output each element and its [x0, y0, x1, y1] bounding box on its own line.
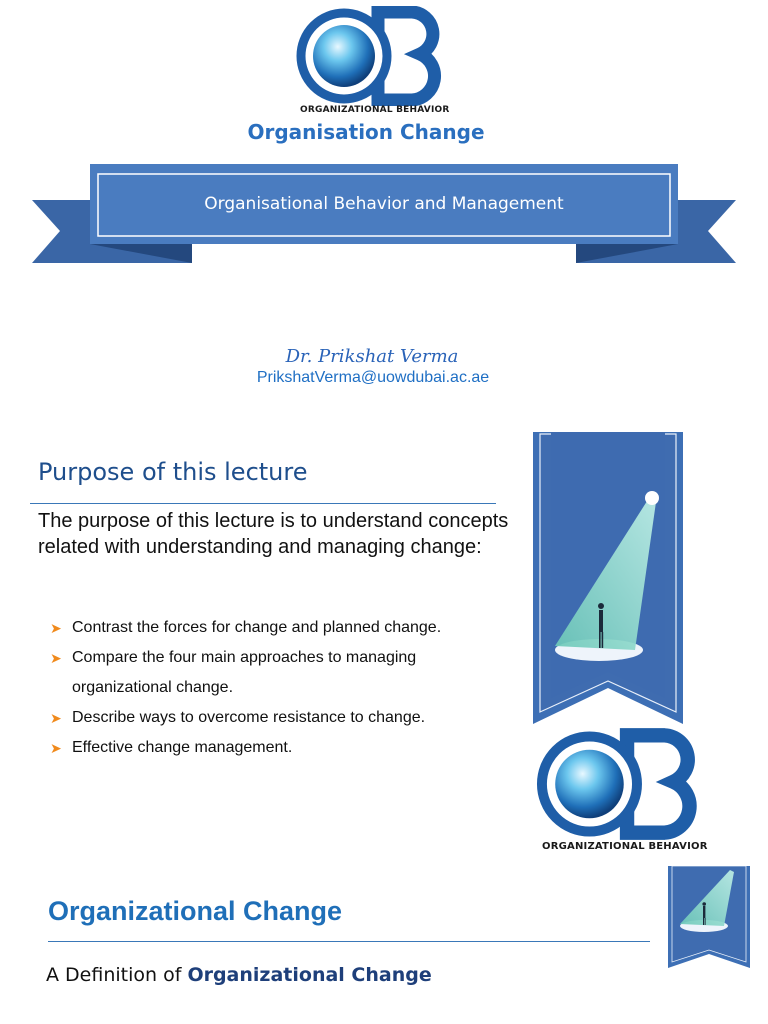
ribbon-graphic — [32, 164, 736, 266]
list-item — [38, 703, 508, 733]
purpose-heading: Purpose of this lecture — [38, 458, 308, 486]
author-name: Dr. Prikshat Verma — [285, 346, 459, 367]
ob-logo — [292, 6, 450, 118]
bullet-text: Compare the four main approaches to managing organizational change. — [72, 649, 417, 696]
course-title: Organisation Change — [247, 120, 485, 144]
bullet-text: Effective change management. — [72, 739, 293, 756]
organizational-change-heading: Organizational Change — [48, 896, 343, 926]
list-item — [38, 733, 508, 763]
spotlight-banner-small — [668, 866, 750, 968]
arrow-bullet-icon: ➤ — [50, 620, 62, 636]
logo-caption: ORGANIZATIONAL BEHAVIOR — [300, 105, 450, 115]
ob-logo-secondary — [532, 728, 708, 856]
ob-logo-graphic — [532, 728, 700, 840]
purpose-intro: The purpose of this lecture is to understand concepts related with understanding and managing change: — [38, 510, 509, 558]
spotlight-banner — [533, 432, 683, 724]
arrow-bullet-icon: ➤ — [50, 650, 62, 666]
list-item — [38, 643, 508, 703]
spotlight-illustration — [668, 866, 750, 968]
title-ribbon — [32, 164, 736, 266]
purpose-divider — [30, 503, 496, 504]
ob-logo-graphic — [292, 6, 444, 106]
bullet-text: Describe ways to overcome resistance to change. — [72, 709, 426, 726]
section-divider — [48, 941, 650, 942]
definition-line — [46, 964, 432, 986]
purpose-bullets — [38, 613, 508, 763]
definition-prefix: A Definition of — [46, 964, 188, 986]
arrow-bullet-icon: ➤ — [50, 740, 62, 756]
spotlight-illustration — [533, 432, 683, 724]
list-item — [38, 613, 508, 643]
bullet-text: Contrast the forces for change and planned change. — [72, 619, 442, 636]
definition-term: Organizational Change — [187, 964, 432, 986]
ribbon-text: Organisational Behavior and Management — [204, 194, 564, 214]
logo-caption: ORGANIZATIONAL BEHAVIOR — [542, 841, 708, 852]
arrow-bullet-icon: ➤ — [50, 710, 62, 726]
author-email[interactable]: PrikshatVerma@uowdubai.ac.ae — [256, 369, 490, 386]
